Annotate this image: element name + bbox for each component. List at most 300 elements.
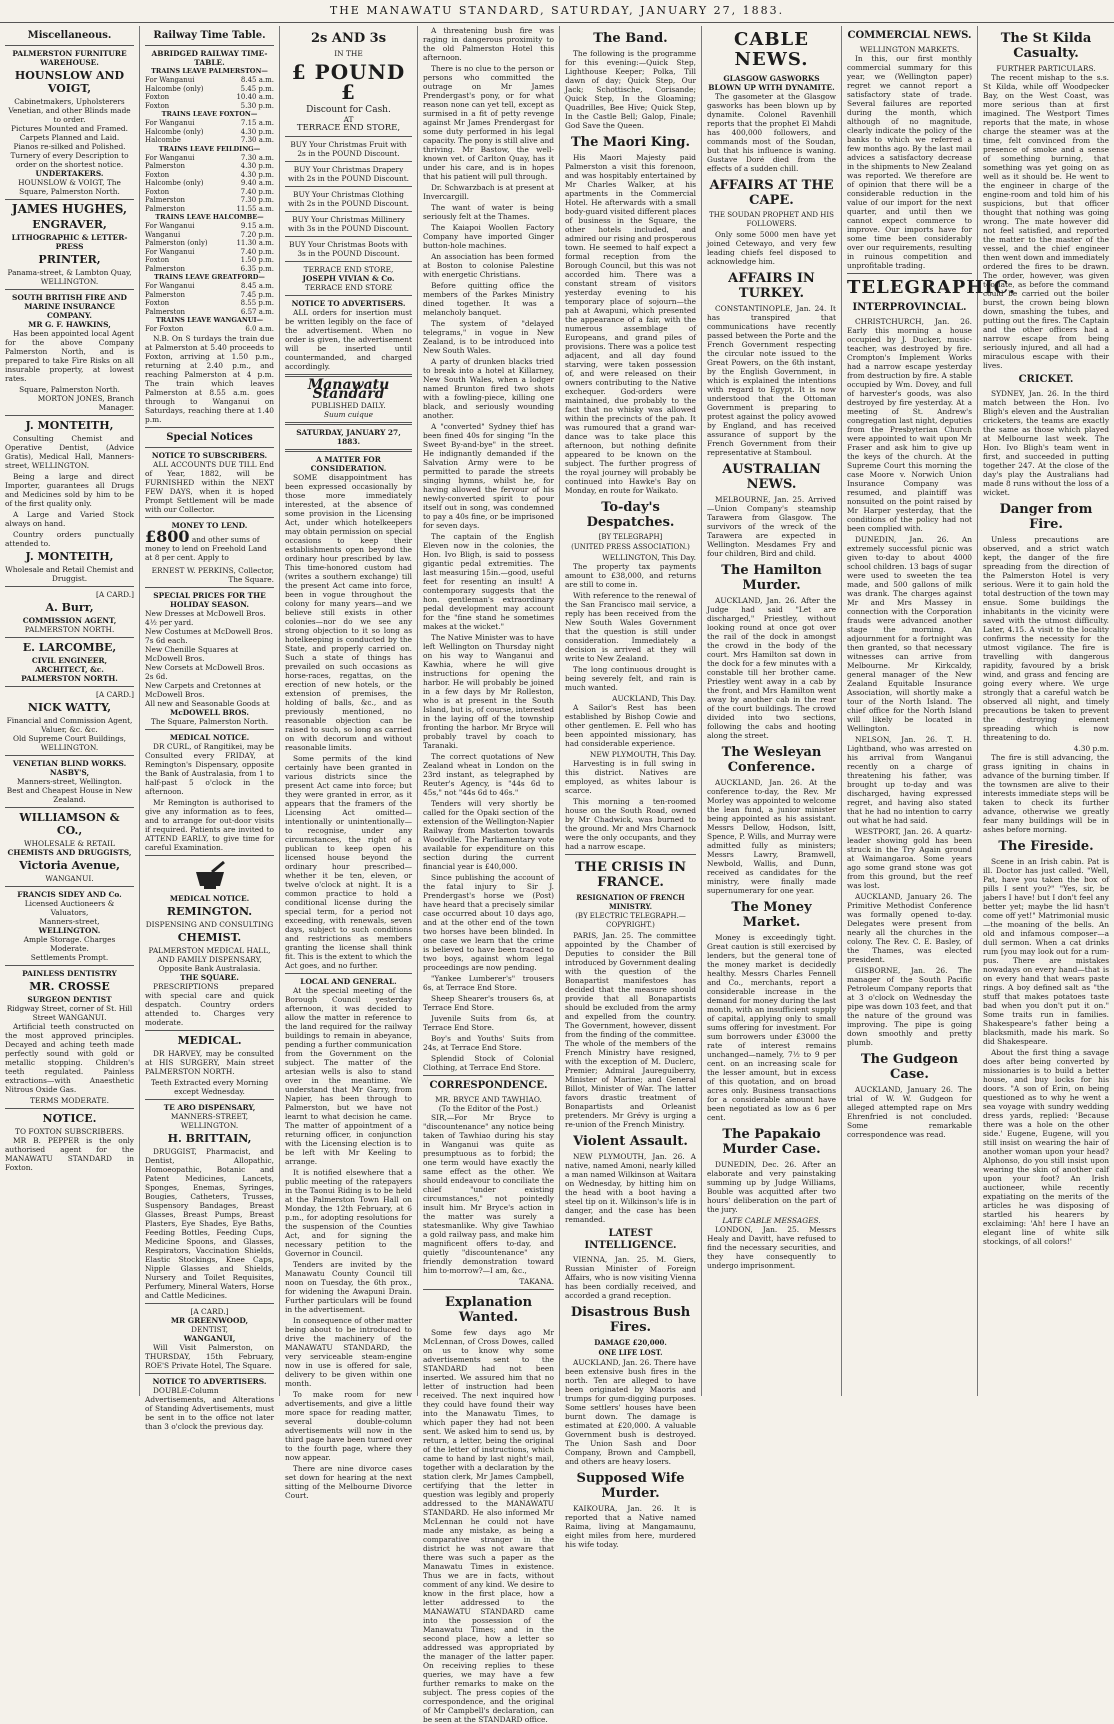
st-kilda-body: The recent mishap to the s.s. St Kilda, while off Woodpecker Bay, on the West Coast, was more serious than at first imagined. The Westport Times reports that the mate, in whose charge the steamer was at the time, felt convinced from the presence of smoke and a sense of something burning, that something was yet going on as well as it should be. He went to the engineer in charge of the engine-room and told him of his suspicions, but that officer thought that nothing was going wrong. The mate however did not feel satisfied, and reported the matter to the master of the vessel, and the chief engineer then went down and immediately ordered the fires to be drawn. The order, however, was given too late, as before the command could be carried out the boiler burst, the crown being blown down, smashing the tubes, and putting out the fires. The Captain and the other officers had a narrow escape from being seriously injured, and all had a miraculous escape with their lives. — [983, 73, 1109, 370]
despatch: With reference to the renewal of the San Francisco mail service, a reply has been received from the New South Wales Government that the question is still under consideration. Immediately a decision is arrived at they will write to New Zealand. — [565, 591, 696, 663]
insurance-office: Square, Palmerston North. — [19, 385, 120, 394]
timetable-time: 5.45 p.m. — [240, 84, 274, 93]
blinds-name: VENETIAN BLIND WORKS. — [12, 759, 127, 768]
timetable-destination: Palmerston — [145, 307, 186, 316]
sidey-line: Settlements Prompt. — [30, 953, 109, 962]
crisis-subhead: RESIGNATION OF FRENCH MINISTRY. — [576, 893, 685, 911]
column-railway — [140, 26, 280, 1431]
williamson-town: WANGANUI. — [45, 874, 94, 883]
discount-in-the: IN THE — [334, 49, 363, 58]
timetable-destination: Foxton — [145, 299, 170, 307]
williamson-street: Victoria Avenue, — [19, 859, 120, 872]
timetable-row — [145, 248, 274, 257]
interprovincial-body: NELSON, Jan. 26. T. H. Lightband, who was arrested on his arrival from Wanganui recently on a charge of threatening his father, was brought up to-day and was discharged, having expressed regret, and having also stated that he had no intention to carry out what he had said. — [847, 735, 972, 825]
timetable-row — [145, 162, 274, 171]
timetable-destination: Foxton — [145, 256, 170, 264]
crisis-body: PARIS, Jan. 25. The committee appointed by the Chamber of Deputies to consider the Bill introduced by Government dealing with the question of the Bonapartist manifestoes has decided that the measure should provide that all Bonapartists should be excluded from the army and expelled from the country. The Government, however, dissent from the finding of the committee. The whole of the members of the French Ministry have resigned, with the exception of M. Duclerc, Premier; Admiral Jaureguiberry, Minister of Marine; and General Billot, Minister of War. The latter favors drastic treatment of Bonapartists and Orleanist pretenders. Mr Grévy is urging a re-union of the French Ministry. — [565, 931, 696, 1129]
papakaio-heading: The Papakaio Murder Case. — [722, 1127, 821, 1157]
watt-line: Financial and Commission Agent, Valuer, &c. &c. — [6, 716, 133, 734]
hughes-name: JAMES HUGHES, — [11, 202, 128, 216]
furniture-line: Carpets Planned and Laid. — [19, 133, 120, 142]
hughes-trade: ENGRAVER, — [32, 218, 107, 231]
fire-body2: The fire is still advancing, the grass igniting in chains in advance of the burning timber. If the townsmen are alive to their interests immediate steps will be taken to check its further advance, otherwise we greatly fear many buildings will be in ashes before morning. — [983, 753, 1109, 834]
fireside-heading: The Fireside. — [998, 839, 1094, 854]
timetable-row — [145, 93, 274, 102]
timetable-title: ABRIDGED RAILWAY TIME-TABLE. — [151, 49, 268, 67]
timetable-time: 7.30 p.m. — [240, 196, 274, 204]
painless-addr: Ridgway Street, corner of St. Hill Street WANGANUI. — [6, 1004, 133, 1022]
despatches-by: [BY TELEGRAPH] — [598, 533, 663, 541]
news-paragraph: The Kaiapoi Woollen Factory Company have imported Ginger button-hole machines. — [423, 223, 554, 250]
news-paragraph: Splendid Stock of Colonial Clothing, at Terrace End Store. — [423, 1054, 554, 1072]
timetable-section-head: TRAINS LEAVE PALMERSTON— — [151, 67, 268, 75]
timetable-time: 4.30 p.m. — [240, 170, 274, 179]
monteith-sig2: Wholesale and Retail Chemist and Druggist. — [5, 565, 134, 583]
news-paragraph: The captain of the English Eleven now in the colonies, the Hon. Ivo Bligh, is said to possess gigantic pedal extremities. The last measuring 15in.—good, useful feet for resenting an insult! A contemporary suggests that the hon. gentleman's extraordinary pedal development may account for the "fine stand he sometimes makes at the wicket." — [423, 532, 554, 631]
correspondence-signature: TAKANA. — [519, 1277, 554, 1286]
painless-terms: TERMS MODERATE. — [30, 1096, 109, 1105]
news-paragraph: A "converted" Sydney thief has been fined 40s for singing "In the Sweet By-and-bye" in the street. He indignantly demanded if the Salvation Army were to be permitted to parade the streets singing hymns, whilst he, for having allowed the fervour of his newly-converted spirit to pour itself out in song, was condemned to pay a 40s fine, or be imprisoned for seven days. — [423, 422, 554, 530]
news-paragraph: A party of drunken blacks tried to break into a hotel at Killarney, New South Wales, when a lodger named Brunton fired two shots with a fowling-piece, killing one black, and seriously wounding another. — [423, 357, 554, 420]
despatch: Harvesting is in full swing in this district. Natives are employed, as whites labour is scarce. — [565, 759, 696, 795]
watt-line: Old Supreme Court Buildings, WELLINGTON. — [12, 734, 127, 752]
timetable-destination: For Wanganui — [145, 76, 195, 84]
local-paragraph: It is notified elsewhere that a public meeting of the ratepayers in the Taonui Riding is to be held at the Palmerston Town Hall on Monday, the 12th February, at 6 p.m., for adopting resolutions for the suspension of the Counties Act, and for signing the necessary petition to the Governor in Council. — [285, 1168, 412, 1258]
timetable-row — [145, 308, 274, 317]
dispensary-sub: MANNERS-STREET, WELLINGTON. — [170, 1111, 249, 1130]
timetable-row — [145, 256, 274, 265]
painless-name: MR. CROSSE — [29, 980, 110, 993]
timetable-destination: Palmerston (only) — [145, 239, 208, 247]
painless-title: SURGEON DENTIST — [27, 995, 112, 1004]
local-paragraph: In consequence of other matter being about to be introduced to drive the machinery of the MANAWATU STANDARD, the very serviceable steam-engine now in use is offered for sale, delivery to be given within one month. — [285, 1316, 412, 1388]
turkey-heading: AFFAIRS IN TURKEY. — [728, 271, 815, 301]
money-sig: ERNEST W. PERKINS, Collector, The Square. — [151, 565, 274, 584]
explanation-body: Some few days ago Mr McLennan, of Cross Dowes, called on us to know why some advertisements sent to the STANDARD had not been inserted. We assured him that no letter of instruction had been received. The next inquired how they could have found their way into the Manawatu Times, to which paper they had not been sent. We asked him to send us, by return, a letter, being the original of the letter of instructions, which came to hand by last night's mail, together with a declaration by the station clerk, Mr James Campbell, certifying that the letter in question was legibly and properly addressed to the MANAWATU STANDARD. He also informed Mr McLennan he could not have made any mistake, as being a comparative stranger in the district he was not aware that there was such a paper as the Manawatu Times in existence. Thus we are in facts, without comment of any kind. We desire to know in the first place, how a letter addressed to the MANAWATU STANDARD came into the possession of the Manawatu Times; and in the second place, how a letter so addressed was appropriated by the manager of the latter paper. On receiving replies to these queries, we may have a few further remarks to make on the subject. The press copies of the correspondence, and the original of Mr Campbell's declaration, can be seen at the STANDARD office. — [423, 1328, 554, 1724]
explanation-heading: Explanation Wanted. — [444, 1295, 533, 1325]
published: PUBLISHED DAILY. — [311, 401, 386, 410]
dateline: WELLINGTON, This Day. — [602, 553, 696, 562]
buy-line: BUY Your Christmas Millinery with 3s in the POUND Discount. — [287, 215, 410, 233]
insurance-body: Has been appointed local Agent for the above Company Palmerston North, and is prepared to take Fire Risks on all insurable property, at lowest rates. — [5, 329, 134, 383]
greenwood-town: WANGANUI, — [183, 1333, 236, 1343]
late-cable-heading: LATE CABLE MESSAGES. — [722, 1216, 821, 1225]
bush-fires-sub2: ONE LIFE LOST. — [598, 1348, 663, 1357]
advertisers-body: DOUBLE-Column Advertisements, and Alterations of Standing Advertisements, must be sent in to the office not later than 3 o'clock the previous day. — [145, 1385, 274, 1431]
sidey-line: WELLINGTON. — [38, 926, 101, 935]
cape-subhead: THE SOUDAN PROPHET AND HIS FOLLOWERS. — [709, 211, 834, 228]
money-market-heading: The Money Market. — [731, 900, 812, 930]
holiday-line: New Carpets and Cretonnes at McDowell Bros. — [145, 680, 261, 699]
bush-fires-sub: DAMAGE £20,000. — [594, 1338, 667, 1347]
timetable-section-head: TRAINS LEAVE FEILDING— — [158, 144, 261, 153]
hughes-trade3: PRINTER, — [38, 253, 101, 266]
timetable-time: 10.40 a.m. — [236, 93, 274, 101]
hughes-addr: Panama-street, & Lambton Quay, WELLINGTON. — [7, 268, 132, 286]
interprovincial-body: WESTPORT, Jan. 26. A quartz-leader showing gold has been struck in the Try Again ground at Waimangaroa. Some years ago some grand stone was got from this ground, but the reef was lost. — [847, 827, 972, 890]
editorial-paragraph: SOME disappointment has been expressed occasionally by those more immediately interested, at the absence of some provision in the Licensing Act, under which hotelkeepers may obtain permission on special occasions to keep their establishments open beyond the ordinary hour prescribed by law. This time-honored custom had (writes a southern exchange) till the present Act came into force, been in vogue throughout the colony for many years—and we believe still exists in other colonies—nor do we see any strong objection to it so long as hotelkeeping is conducted by the State, and properly carried on. Such a state of things has prevailed on such occasions as horse-races, regattas, on the erection of new hotels, or the extension of premises, the holding of balls, &c., and as previously mentioned, no reasonable objection can be raised to such, so long as carried on with decorum and without reasonable limits. — [285, 473, 412, 752]
williamson-line2: CHEMISTS AND DRUGGISTS, — [7, 848, 132, 857]
column-miscellaneous — [0, 26, 140, 1396]
interprovincial-body: DUNEDIN, Jan. 26. An extremely successful picnic was given to-day to about 4000 school children. 13 bags of sugar were used to sweeten the tea made, and 500 gallons of milk was drank. The charges against Mr and Mrs Massey in connection with the Corporation frauds were advanced another stage the morning. An adjournment for a fortnight was then granted, so that necessary witnesses can arrive from Melbourne. Mr Kirkcaldy, general manager of the New Zealand Equitable Insurance Association, will shortly make a tour of the North Island. The chief office for the North Island will likely be located in Wellington. — [847, 535, 972, 733]
timetable-destination: Halcombe (only) — [145, 127, 204, 136]
timetable-time: 7.30 a.m. — [240, 153, 274, 162]
hamilton-body: AUCKLAND, Jan. 26. After the Judge had said "Let are discharged," Priestley, without looking round at once got over the rail of the dock in amongst the crowd in the body of the court. Mrs Hamilton sat down in the dock for a few minutes with a constable till her brother came. Priestley went away in a cab by the front, and Mrs Hamilton went away by another cab in the rear of the court buildings. The crowd divided into two sections, following the cabs and hooting along the street. — [707, 596, 836, 740]
money-body: and other sums of money to lend on Freehold Land at 8 per cent. Apply to — [145, 534, 267, 562]
cable-news-heading: CABLE NEWS. — [734, 29, 809, 70]
painless-body: Artificial teeth constructed on the most approved principles. Decayed and aching teeth made perfectly sound with gold or metallic stopping. Children's teeth regulated. Painless extractions—with Anaesthetic Nitrous Oxide Gas. — [5, 1022, 134, 1094]
news-paragraph: The system of "delayed telegrams," in vogue in New Zealand, is to be introduced into New South Wales. — [423, 319, 554, 355]
timetable-destination: Palmerston — [145, 162, 186, 170]
timetable-destination: Foxton — [145, 93, 170, 101]
blinds-note: Best and Cheapest House in New Zealand. — [6, 786, 133, 804]
remington-line: CHEMIST. — [177, 930, 242, 944]
correspondence-to: (To the Editor of the Post.) — [438, 1104, 539, 1113]
furniture-line: Pictures Mounted and Framed. — [11, 124, 128, 133]
timetable-time: 7.40 p.m. — [240, 247, 274, 256]
interprovincial-body: AUCKLAND, January 26. The Primitive Methodist Conference was formally opened to-day. Delegates were present from nearly all the churches in the colony. The Rev. C. E. Basley, of the Thames, was elected president. — [847, 892, 972, 964]
holiday-line: New Corsets at McDowell Bros. 2s 6d. — [145, 662, 265, 681]
masthead: THE MANAWATU STANDARD, SATURDAY, JANUARY 27, 1883. — [0, 0, 1114, 23]
fireside-body: Scene in an Irish cabin. Pat is ill. Doctor has just called. "Well, Pat, have you taken the box of pills I sent you?" "Yes, sir, be jabers I have! but I don't feel any better yet; maybe the lid hasn't come off yet!" Matrimonial music—the moaning of the bells. An old and infamous composer—a dull sermon. When a cat drinks rum [you may look out for a rum-pus. There are mistakes nowadays on every hand—that is on every hand that wears paste rings. A boy defined salt as "the stuff that makes potatoes taste bad when you don't put it on." Some traits run in families. Shakespeare's father being a blacksmith, made his mark. So did Shakespeare. — [983, 857, 1109, 1046]
maori-king-body: His Maori Majesty paid Palmerston a visit this forenoon, and was hospitably entertained by Mr Charles Walker, at his apartments in the Commercial Hotel. He afterwards with a small body-guard visited different places of business in the Square, the other hotels included, and admired our rising and prosperous town. He seemed to half expect a formal reception from the Borough Council, but this was not accorded him. There was a constant stream of visitors yesterday evening to his temporary place of sojourn—the pah at Awapuni, which presented the appearance of a fair, with the numerous assemblage of Europeans, and grand piles of provisions. There was a police test adjacent, and all day found starving, were taken possession of, and were released on their owners contributing to the Native exchequer. God-orders were maintained, due probably to the fact that no whisky was allowed within the precincts of the pah. It was rumoured that a grand war-dance was to take place this afternoon, but nothing definite appeared to be known on the subject. The further progress of the royal journey will probably be continued into Hawke's Bay on Monday, en route for Waikato. — [565, 153, 696, 495]
pound-banner: £ POUND £ — [291, 60, 406, 104]
news-paragraph: "Yankee Lumberer's" trousers 6s, at Terrace End Store. — [423, 974, 554, 992]
remington-head: MEDICAL NOTICE. — [169, 893, 250, 903]
timetable-destination: Palmerston — [145, 290, 186, 299]
timetable-note: N.B. On S turdays the train due at Palmerston at 5.40 proceeds to Foxton, arriving at 1.50 p.m., returning at 2.40 p.m., and reaching Palmerston at 4 p.m. The train which leaves Palmerston at 8.55 a.m. goes through to Wanganui on Saturdays, reaching there at 1.40 p.m. — [145, 333, 274, 424]
crisis-by: (BY ELECTRIC TELEGRAPH.—COPYRIGHT.) — [575, 912, 686, 929]
editorial-paragraph: Some permits of the kind certainly have been granted in various districts since the present Act came into force; but they were granted in error, as it appears that the framers of the Licensing Act omitted—intentionally or unintentionally—to recognise, under any circumstances, the right of a publican to keep open his licensed house beyond the ordinary hour prescribed—whether it be ten, eleven, or twelve o'clock at night. It is a common practice to hold a conditional license during the special term, for a period not exceeding, with renewals, seven days, subject to such conditions and restrictions as members granting the license shall think fit. This is the extent to which the Act goes, and no further. — [285, 754, 412, 970]
timetable-destination: Palmerston — [145, 196, 186, 204]
monteith-line: Being a large and direct Importer, guarantees all Drugs and Medicines sold by him to be of the first quality only. — [5, 472, 134, 508]
buy-line: BUY Your Christmas Boots with 3s in the POUND Discount. — [289, 240, 408, 258]
notice-body: TO FOXTON SUBSCRIBERS. — [15, 1127, 124, 1136]
fire-heading: Danger from Fire. — [999, 502, 1093, 532]
timetable-row — [145, 299, 274, 308]
despatches-assoc: (UNITED PRESS ASSOCIATION.) — [571, 543, 690, 551]
remington-name: REMINGTON. — [166, 904, 253, 918]
timetable-destination: Halcombe — [145, 136, 181, 144]
sidey-line: Licensed Auctioneers & Valuators, — [24, 899, 115, 917]
local-paragraph: To make room for new advertisements, and give a little more space for reading matter, several double-column advertisements will now in the third page have been turned over to the fourth page, where they now appear. — [285, 1390, 412, 1462]
despatch: The long continuous drought is being severely felt, and rain is much wanted. — [565, 665, 696, 692]
timetable-time: 11.55 a.m. — [236, 204, 274, 213]
column-commercial — [842, 26, 1017, 1396]
news-paragraph: Dr. Schwarzbach is at present at Invercargill. — [423, 183, 554, 201]
timetable-row — [145, 239, 274, 248]
fire-time: 4.30 p.m. — [1073, 744, 1109, 753]
furniture-warehouse: PALMERSTON FURNITURE WAREHOUSE. — [12, 49, 127, 67]
adv-notice-body: ALL orders for insertion must be written legibly on the face of the advertisement. When no order is given, the advertisement will be inserted until countermanded, and charged accordingly. — [285, 308, 412, 371]
timetable-row — [145, 171, 274, 180]
papakaio-body: DUNEDIN, Dec. 26. After an elaborate and very painstaking summing up by Judge Williams, Bouble was acquitted after two hours' deliberation on the part of the jury. — [707, 1160, 836, 1214]
column-despatches — [560, 26, 702, 1549]
interprovincial-heading: INTERPROVINCIAL. — [852, 302, 967, 313]
medical-head: MEDICAL NOTICE. — [169, 732, 250, 742]
bush-fires-heading: Disastrous Bush Fires. — [570, 1305, 691, 1335]
timetable-destination: Wanganui — [145, 230, 181, 239]
fireside-body2: About the first thing a savage does after being converted by missionaries is to build a better house, and buy locks for his doors. "A son of Erin, on being questioned as to why he went a sea voyage with sundry wedding dress yards, replied: 'Because there was a hole on the other side.' Eugene, Eugene, will you still insist on wearing the hair of another woman upon your head? Alphonso, do you still insist upon wearing the skin of another calf upon your foot? An Irish auctioneer, while recently expatiating on the merits of the articles he was disposing of startled his hearers by exclaiming: 'Ah! here I have an elegant line of white silk stockings, of all colors!' — [983, 1048, 1109, 1246]
local-paragraph: At the special meeting of the Borough Council yesterday afternoon, it was decided to allow the matter in reference to the land required for the railway buildings to remain in abeyance, pending a further communication from the Government on the subject. The matter of the artesian wells is also to stand over in the meantime. We understand that Mr Garry, from Napier, has been through to Palmerston, but we have not learnt to what decision he came. The matter of appointment of a returning officer, in conjunction with the Licensing election is to be left with Mr Keeling to arrange. — [285, 986, 412, 1166]
larcombe-place: PALMERSTON NORTH. — [21, 674, 118, 683]
timetable-row — [145, 222, 274, 231]
timetable-time: 8.55 p.m. — [240, 299, 274, 307]
holiday-line: The Square, Palmerston North. — [150, 716, 269, 726]
news-paragraph: Before quitting office the members of the Parkes Ministry dined together. It was a melancholy banquet. — [423, 281, 554, 317]
column-local-news — [418, 26, 560, 1724]
larcombe-title: CIVIL ENGINEER, — [31, 656, 108, 665]
wife-murder-heading: Supposed Wife Murder. — [576, 1471, 685, 1501]
cricket-body: SYDNEY, Jan. 26. In the third match between the Hon. Ivo Bligh's eleven and the Australian cricketers, the teams are exactly the same as those which played at Melbourne last week. The Hon. Ivo Bligh's team went in first, and succeeded in putting together 247. At the close of the day's play the Australians had made 8 runs without the loss of a wicket. — [983, 389, 1109, 497]
remington-line: Opposite Bank Australasia. — [158, 963, 261, 973]
interprovincial-body: GISBORNE, Jan. 26. The manager of the South Pacific Petroleum Company reports that at 3 o'clock on Wednesday the pipe was down 103 feet, and that the nature of the ground was improving. The pipe is going down smoothly and pretty plumb. — [847, 966, 972, 1047]
timetable-section-head: TRAINS LEAVE WANGANUI— — [155, 316, 264, 324]
dispensary-name: H. BRITTAIN, — [167, 1131, 252, 1145]
advertisers-head: NOTICE TO ADVERTISERS. — [152, 1376, 267, 1386]
discount-cash: Discount for Cash. — [306, 105, 391, 115]
turkey-body: CONSTANTINOPLE, Jan. 24. It has transpired that communications have recently passed between the Porte and the French Government respecting the circular note issued to the Great Powers, on the 6th instant, by the English Government, in which is explained the intentions with regard to Egypt. It is now understood that the Ottoman Government is preparing to protest against the policy avowed by England, and has received assurance of support by the French Government from their representative at Stamboul. — [707, 304, 836, 457]
insurance-name: SOUTH BRITISH FIRE AND MARINE INSURANCE COMPANY. — [12, 293, 127, 320]
timetable-row — [145, 154, 274, 163]
burr-title: COMMISSION AGENT, — [22, 616, 117, 625]
timetable-destination: For Wanganui — [145, 153, 195, 162]
timetable-time: 8.45 a.m. — [240, 282, 274, 290]
australian-news-heading: AUSTRALIAN NEWS. — [722, 462, 821, 492]
correspondence-subhead: MR. BRYCE AND TAWHIAO. — [435, 1095, 542, 1104]
timetable-time: 6.57 a.m. — [240, 307, 274, 316]
wesleyan-body: AUCKLAND, Jan. 26. At the conference to-day, the Rev. Mr Morley was appointed to welcome the lean fund, a junior minister being appointed as his assistant. Messrs Dellow, Hodson, Isitt, Spence, P. Wills, and Murray were admitted fully as ministers; Messrs Lawry, Bramwell, Newbold, Wallis, and Dunn, received as candidates for the ministry, were finally made supernumerary for one year. — [707, 778, 836, 895]
furniture-line: Cabinetmakers, Upholsterers — [14, 97, 125, 106]
timetable-time: 9.15 a.m. — [240, 222, 274, 230]
burr-name: A. Burr, — [45, 601, 94, 614]
subscribers-body: ALL ACCOUNTS DUE TILL End of Year, 1882, will be FURNISHED within the NEXT FEW DAYS, when it is hoped Prompt Settlement will be made with our Collector. — [145, 459, 274, 514]
furniture-line: Pianos re-silked and Polished. — [13, 142, 126, 151]
timetable-time: 7.20 p.m. — [240, 230, 274, 239]
fire-body: Unless precautions are observed, and a strict watch kept, the danger of the fire spreading from the direction of the Palmerston Hotel is very serious. Were it to gain hold the total destruction of the town may ensue. Some buildings the inhabitants in the vicinity were saved with the utmost difficulty. Later, 4.15. A visit to the locality confirms the necessity for the utmost vigilance. The fire is travelling with dangerous rapidity, favoured by a brisk wind, and grass and fencing are going every where. We urge strongly that a careful watch be observed all night, and timely precautions be taken to prevent the destroying element spreading which is now threatening to do. — [983, 535, 1109, 742]
buy-line: BUY Your Christmas Fruit with 2s in the POUND Discount. — [290, 140, 407, 158]
violent-body: NEW PLYMOUTH, Jan. 26. A native, named Amoni, nearly killed a man named Wilkinson at Waitara on Wednesday, by hitting him on the head with a boot having a steel tip on it. Wilkinson's life is in danger, and the case has been remanded. — [565, 1152, 696, 1224]
timetable-time: 7.15 a.m. — [240, 119, 274, 127]
timetable-time: 4.30 p.m. — [240, 127, 274, 136]
timetable-row — [145, 196, 274, 205]
holiday-head: SPECIAL PRICES FOR THE HOLIDAY SEASON. — [153, 590, 266, 609]
timetable-time: 11.30 a.m. — [236, 239, 274, 247]
store-name: TERRACE END STORE, — [296, 123, 401, 133]
dispensary-head: TE ARO DISPENSARY, — [163, 1102, 256, 1112]
sidey-line: Manners-street, — [39, 917, 100, 926]
news-paragraph: A threatening bush fire was raging in dangerous proximity to the old Palmerston Hotel this afternoon. — [423, 26, 554, 62]
monteith-name: J. MONTEITH, — [25, 419, 114, 432]
greenwood-title: DENTIST, — [191, 1324, 228, 1334]
hughes-trade2: LITHOGRAPHIC & LETTER-PRESS — [11, 233, 128, 251]
watt-name: NICK WATTY, — [27, 701, 112, 714]
buy-line: BUY Your Christmas Drapery with 2s in the POUND Discount. — [287, 165, 410, 183]
furniture-addr: HOUNSLOW & VOIGT, The Square, Palmerston North. — [18, 178, 121, 196]
subscribers-head: NOTICE TO SUBSCRIBERS. — [151, 450, 268, 460]
news-paragraph: Boy's and Youths' Suits from 24s, at Terrace End Store. — [423, 1034, 554, 1052]
timetable-time: 4.30 p.m. — [240, 162, 274, 170]
notice-head: NOTICE. — [42, 1112, 97, 1125]
store-sig2: JOSEPH VIVIAN & Co. — [302, 274, 395, 283]
card-tag: [A CARD.] — [95, 690, 134, 699]
timetable-time: 8.45 a.m. — [240, 76, 274, 84]
card-tag: [A CARD.] — [95, 590, 134, 599]
remington-body: PRESCRIPTIONS prepared with special care and quick despatch. Country orders attended to. Charges very moderate. — [145, 981, 274, 1027]
timetable-row — [145, 265, 274, 274]
monteith-line: Consulting Chemist and Operative Dentist, (Advice Gratis), Medical Hall, Manners-street, WELLINGTON. — [5, 434, 134, 470]
latest-body: VIENNA, Jan. 25. M. Giers, Russian Minister of Foreign Affairs, who is now visiting Vienna has been cordially received, and accorded a grand reception. — [565, 1255, 696, 1300]
dispensary-body: DRUGGIST, Pharmacist, and Dentist, Allopathic, Homoeopathic, Botanic and Patent Medicines, Lancets, Sponges, Enemas, Syringes, Bougies, Catheters, Trusses, Suspensory Bandages, Breast Glasses, Breast Pumps, Breast Plasters, Eye Shades, Eye Baths, Feeding Bottles, Feeding Cups, Medicine Spoons, and Glasses, Respirators, Vaccination Shields, Elastic Stockings, Knee Caps, Nipple Glasses and Shields, Nursery and Toilet Requisites, Perfumery, Mineral Waters, Horse and Cattle Medicines. — [145, 1146, 274, 1300]
timetable-destination: Foxton — [145, 187, 170, 196]
column-cable-news — [702, 26, 842, 1396]
card-tag: [A CARD.] — [190, 1306, 229, 1316]
holiday-line: All new and Seasonable Goods at — [145, 698, 270, 708]
timetable-time: 7.30 a.m. — [240, 136, 274, 144]
timetable-destination: Halcombe (only) — [145, 179, 204, 187]
timetable-row — [145, 282, 274, 291]
holiday-line: New Costumes at McDowell Bros. 7s 6d each. — [145, 626, 273, 645]
gudgeon-body: AUCKLAND, January 26. The trial of W. W. Gudgeon for alleged attempted rape on Mrs Ehrenfried is not concluded. Some remarkable correspondence was read. — [847, 1085, 972, 1139]
news-paragraph: Sheep Shearer's trousers 6s, at Terrace End Store. — [423, 994, 554, 1012]
monteith-line: Country orders punctually attended to. — [5, 530, 134, 548]
news-paragraph: Juvenile Suits from 6s, at Terrace End Store. — [423, 1014, 554, 1032]
remington-line: PALMERSTON MEDICAL HALL, — [148, 945, 271, 955]
commercial-body: In this, our first monthly commercial summary for this year, we (Wellington paper) regret we cannot report a satisfactory state of trade. Several failures are reported during the month, which although of no magnitude, clearly indicate the policy of the banks to which we referred a few months ago. By the last mail advices a satisfactory decrease in the shipments to New Zealand was reported. We therefore are of opinion that there will be a considerable reduction in the value of our import for the next quarter, and until then we cannot expect commerce to improve. Our imports have for some time been considerably over our requirements, resulting in ruinous competition and unprofitable trading. — [847, 54, 972, 270]
local-paragraph: Tenders are invited by the Manawatu County Council till noon on Tuesday, the 6th prox., for widening the Awapuni Drain. Further particulars will be found in the advertisement. — [285, 1260, 412, 1314]
sidey-line: Ample Storage. Charges Moderate. — [23, 935, 116, 953]
timetable-row — [145, 188, 274, 197]
money-amount: £800 — [145, 526, 190, 546]
further-particulars: FURTHER PARTICULARS. — [996, 64, 1096, 73]
discount-top: 2s AND 3s — [310, 31, 387, 46]
local-paragraph: There are nine divorce cases set down for hearing at the next sitting of the Melbourne Divorce Court. — [285, 1464, 412, 1500]
news-paragraph: There is no clue to the person or persons who committed the outrage on Mr James Prendergast's pony, or for what reason none can yet tell, except as surmised in a fit of petty revenge against Mr James Prendergast for some duty performed in his legal capacity. The pony is still alive and thriving. Mr Bastow, the well-known vet. of Carlton Quay, has it under his care, and is in hopes that his patient will pull through. — [423, 64, 554, 181]
harvey-body: DR HARVEY, may be consulted at HIS SURGERY, Main street PALMERSTON NORTH. — [145, 1048, 274, 1076]
news-paragraph: An association has been formed at Boston to colonise Palestine with energetic Christians. — [423, 252, 554, 279]
news-paragraph: Tenders will very shortly be called for the Opaki section of the extension of the Wellington-Napier Railway from Masterton towards Woodville. The Parliamentary vote available for expenditure on this section during the current financial year is £40,000. — [423, 799, 554, 871]
gudgeon-heading: The Gudgeon Case. — [860, 1052, 959, 1082]
timetable-destination: For Wanganui — [145, 222, 195, 230]
timetable-time: 7.45 p.m. — [240, 290, 274, 299]
harvey-body2: Teeth Extracted every Morning except Wednesday. — [150, 1077, 269, 1096]
australian-news-body: MELBOURNE, Jan. 25. Arrived—Union Company's steamship Tarawera from Glasgow. The survivors of the wreck of the Tarawera are expected in Wellington. Mesdames Fry and four children, Bird and child. — [707, 495, 836, 558]
buy-line: BUY Your Christmas Clothing with 2s in the POUND Discount. — [287, 190, 410, 208]
wife-murder-body: KAIKOURA, Jan. 26. It is reported that a Native named Raima, living at Mangamaunu, eight miles from here, murdered his wife today. — [565, 1504, 696, 1549]
timetable-time: 7.40 p.m. — [240, 187, 274, 196]
despatch: This morning a ten-roomed house on the South Road, owned by Mr Chadwick, was burned to the ground. Mr and Mrs Charnock were the only occupants, and they had a narrow escape. — [565, 797, 696, 851]
late-cable-body: LONDON, Jan. 25. Messrs Healy and Davitt, have refused to find the necessary securities, and they have consequently to undergo imprisonment. — [707, 1225, 836, 1270]
correspondence-heading: CORRESPONDENCE. — [429, 1080, 548, 1091]
wesleyan-heading: The Wesleyan Conference. — [721, 745, 822, 775]
issue-date: SATURDAY, JANUARY 27, 1883. — [296, 428, 401, 446]
remington-line: DISPENSING AND CONSULTING — [145, 919, 274, 929]
remington-line: THE SQUARE. — [180, 972, 239, 982]
news-paragraph: Since publishing the account of the fatal injury to Sir J. Prendergast's horse we (Post) have heard that a precisely similar case occurred about 10 days ago, and at the other end of the town two horses have been blinded. In one case we learn that the crime is believed to have been traced to two boys, against whom legal proceedings are now pending. — [423, 873, 554, 972]
store-sig3: TERRACE END STORE — [304, 283, 393, 292]
telegraphic-heading: TELEGRAPHIC. — [847, 277, 1017, 298]
hamilton-heading: The Hamilton Murder. — [721, 563, 822, 593]
st-kilda-heading: The St Kilda Casualty. — [1000, 31, 1092, 61]
crisis-heading: THE CRISIS IN FRANCE. — [575, 860, 686, 890]
timetable-destination: Foxton — [145, 170, 170, 179]
column-editorial — [280, 26, 418, 1500]
despatch: A Sailor's Rest has been established by Bishop Cowie and other gentlemen. E. Fell who has been appointed missionary, has had considerable experience. — [565, 703, 696, 748]
news-paragraph: The correct quotations of New Zealand wheat in London on the 23rd instant, as telegraphed by Reuter's Agency, is "44s 6d to 45s," not "44s 6d to 46s." — [423, 752, 554, 797]
newspaper-title: Manawatu Standard — [307, 377, 390, 402]
larcombe-name: E. LARCOMBE, — [22, 641, 117, 654]
holiday-line: New Chenille Squares at McDowell Bros. — [145, 644, 239, 663]
greenwood-name: MR GREENWOOD, — [170, 1315, 249, 1325]
timetable — [145, 67, 274, 334]
timetable-time: 9.40 a.m. — [240, 179, 274, 187]
timetable-destination: For Wanganui — [145, 119, 195, 127]
latest-heading: LATEST INTELLIGENCE. — [584, 1228, 677, 1251]
timetable-destination: Palmerston — [145, 264, 186, 273]
greenwood-body: Will Visit Palmerston, on THURSDAY, 15th February, ROE'S Private Hotel, The Square. — [145, 1342, 274, 1370]
sidey-name: FRANCIS SIDEY AND Co. — [17, 890, 122, 899]
timetable-row — [145, 231, 274, 240]
motto: Suum cuique — [323, 410, 374, 419]
timetable-row — [145, 205, 274, 214]
timetable-destination: For Wanganui — [145, 282, 195, 290]
cape-body: Only some 5000 men have yet joined Cetewayo, and very few leading chiefs feel disposed to acknowledge him. — [707, 230, 836, 266]
timetable-destination: Halcombe (only) — [145, 84, 204, 93]
timetable-section-head: TRAINS LEAVE FOXTON— — [161, 110, 258, 118]
timetable-section-head: TRAINS LEAVE GREATFORD— — [154, 273, 265, 281]
holiday-line: McDOWELL BROS. — [170, 707, 249, 717]
timetable-destination: Palmerston — [145, 204, 186, 213]
timetable-time: 1.50 p.m. — [240, 256, 274, 264]
news-paragraph: The want of water is being seriously felt at the Thames. — [423, 203, 554, 221]
maori-king-heading: The Maori King. — [570, 135, 691, 150]
band-body: The following is the programme for this evening:—Quick Step, Lighthouse Keeper; Polka, Till dawn of day; Quick Step, Our Jack; Schottische, Corisande; Quick Step, In the Gloaming; Quadrilles, Bee Hive; Quick Step, In the Castle Bell; Galop, Finale; God Save the Queen. — [565, 49, 696, 130]
timetable-destination: For Foxton — [145, 325, 184, 333]
cape-heading: AFFAIRS AT THE CAPE. — [709, 178, 834, 208]
timetable-time: 6.35 p.m. — [240, 264, 274, 273]
correspondence-body: SIR,—For Mr Bryce to "discountenance" any notice being taken of Tawhiao during his stay in Wanganui was quite as presumptuous as to forbid; the one term would have exactly the same effect as the other. We should endeavour to conciliate the chief "under existing circumstances," not pointedly insult him. Mr Bryce's action in the matter was surely a statesmanlike. Why give Tawhiao a gold railway pass, and make him magnificent offers to-day, and quietly "discountenance" any friendly demonstration toward him to-morrow?—I am, &c., — [423, 1113, 554, 1275]
insurance-agent: MR G. F. HAWKINS, — [28, 320, 111, 329]
insurance-manager: MORTON JONES, Branch Manager. — [37, 394, 134, 412]
news-paragraph: The Native Minister was to have left Wellington on Thursday night on his way to Wanganui and Kawhia, where he will give instructions for opening the harbor. He will probably be joined in a few days by Mr Rolleston, who is at present in the South Island, but is, of course, interested in the laying off of the township fronting the harbor. Mr Bryce will probably travel by coach to Taranaki. — [423, 633, 554, 750]
interprovincial-body: CHRISTCHURCH, Jan. 26. Early this morning a house occupied by J. Ducker, music-teacher, was destroyed by fire. Crompton's Implement Works had a narrow escape yesterday from destruction by fire. A stable occupied by Wm. Dovey, and full of harvester's goods, was also destroyed by fire yesterday. At a meeting of St. Andrew's congregation last night, deputies from the Presbyterian Church were appointed to wait upon Mr Fraser and ask him to give up the keys of the church. At the Supreme Court this morning the case Moore v. Norwich Union Insurance Company was resumed, and plaintiff was nonsuited on the point raised by Mr Harper yesterday, that the conditions of the policy had not been complied with. — [847, 317, 972, 533]
adv-notice-head: NOTICE TO ADVERTISERS. — [291, 299, 406, 308]
money-head: MONEY TO LEND. — [171, 520, 248, 530]
williamson-name: WILLIAMSON & CO., — [19, 811, 120, 837]
column-st-kilda — [978, 26, 1114, 1396]
special-notices-heading: Special Notices — [166, 431, 253, 443]
timetable-row — [145, 325, 274, 334]
markets-heading: WELLINGTON MARKETS. — [859, 45, 960, 54]
glasgow-body: The gasometer at the Glasgow gasworks has been blown up by dynamite. Colonel Ravenhill reports that the prophet El Mahdi has 400,000 followers, and commands most of the Soudan, but that his influence is waning. Gustave Doré died from the effects of a sudden chill. — [707, 92, 836, 173]
remington-line: AND FAMILY DISPENSARY, — [157, 954, 262, 964]
williamson-line: WHOLESALE & RETAIL — [23, 839, 116, 848]
monteith-sig: J. MONTEITH, — [25, 550, 114, 563]
store-sig: TERRACE END STORE, — [303, 265, 394, 274]
timetable-row — [145, 179, 274, 188]
timetable-section-head: TRAINS LEAVE HALCOMBE— — [155, 213, 264, 221]
larcombe-title2: ARCHITECT, &c. — [35, 665, 104, 674]
holiday-line: New Dresses at McDowell Bros. 4½ per yard. — [145, 608, 266, 627]
timetable-row — [145, 76, 274, 85]
money-market-body: Money is exceedingly tight. Great caution is still exercised by lenders, but the general tone of the money market is decidedly healthy. Messrs Charles Fennell and Co., merchants, report a considerable increase in the demand for money during the last month, with an insufficient supply of capital, applying only to small sums offering for investment. For sum borrowers under £3000 the rate of interest remains unchanged—namely, 7½ to 9 per cent. on an increasing scale for the lesser amount, but in excess of this quotation, and on broad acres only. Business transactions for a considerable amount have been negotiated as low as 6 per cent. — [707, 933, 836, 1122]
timetable-row — [145, 128, 274, 137]
local-general-heading: LOCAL AND GENERAL. — [300, 977, 397, 986]
dateline: AUCKLAND, This Day. — [612, 694, 696, 703]
mortar-pestle-icon — [190, 860, 230, 890]
dateline: NEW PLYMOUTH, This Day. — [589, 750, 696, 759]
violent-heading: Violent Assault. — [573, 1134, 688, 1149]
